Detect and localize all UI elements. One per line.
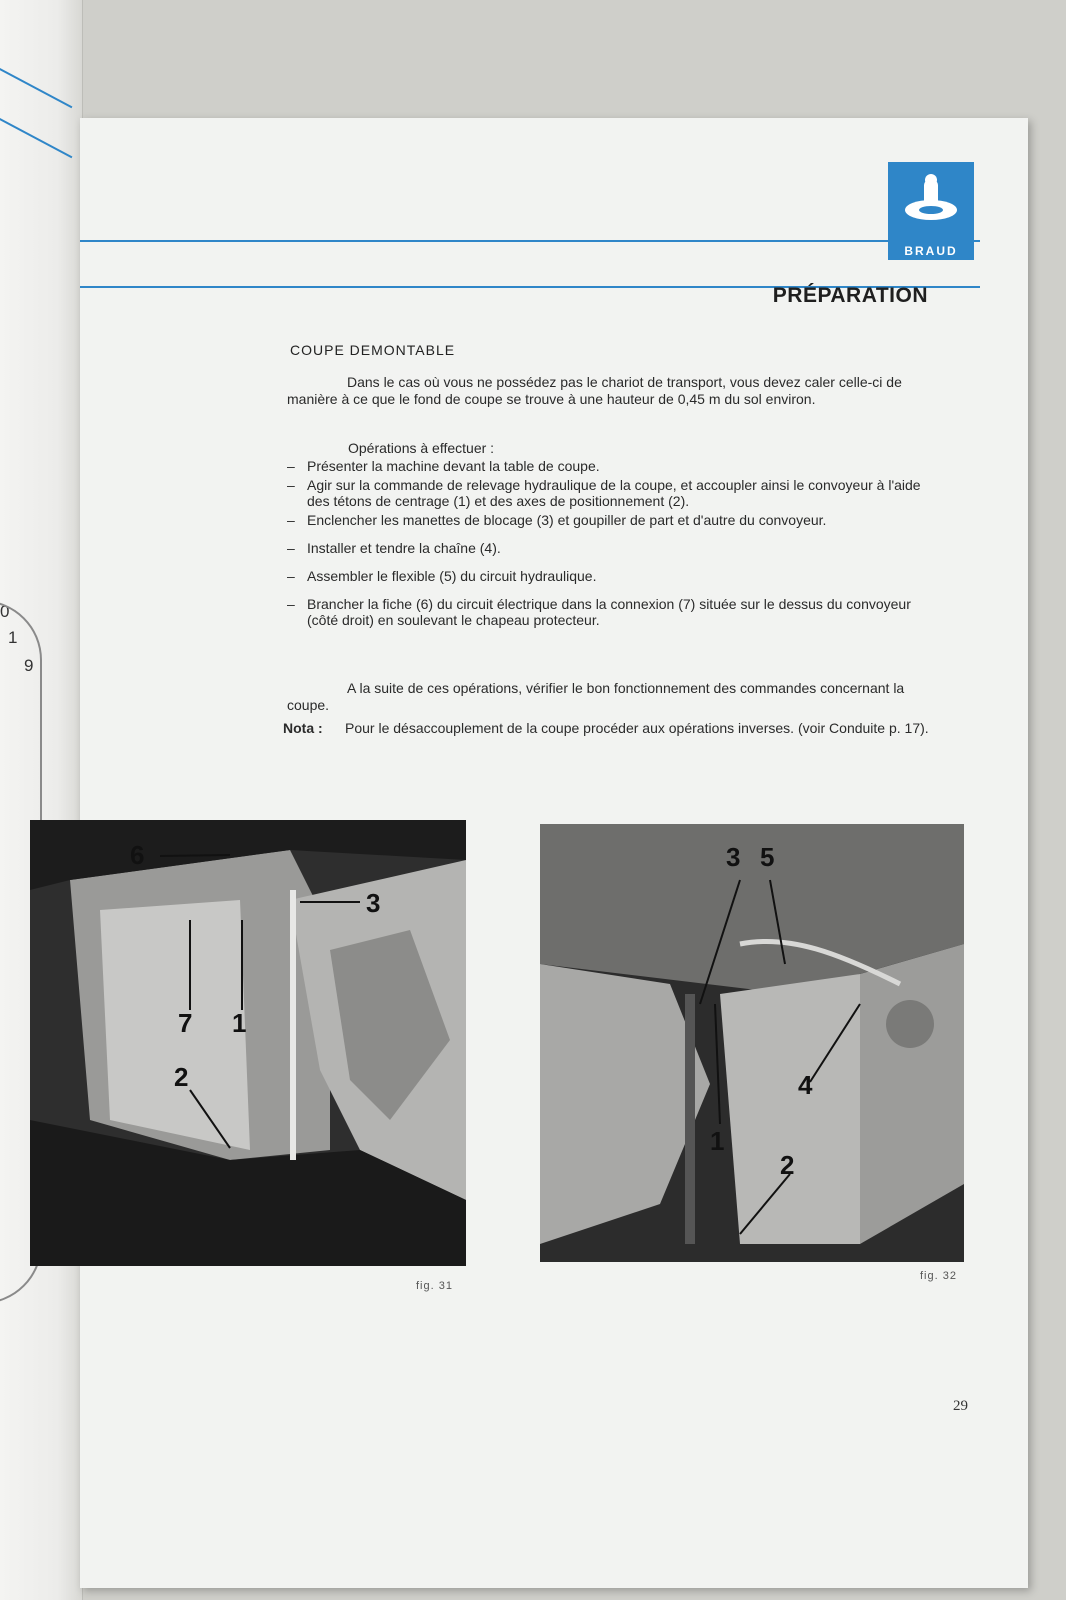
- intro-paragraph: Dans le cas où vous ne possédez pas le chariot de transport, vous devez caler celle-ci de manière à ce que le fond de coupe se trouve à une hauteur de 0,45 m du sol environ.: [287, 374, 902, 407]
- header-rule-top: [80, 240, 980, 242]
- callout-label: 1: [232, 1008, 247, 1038]
- figure-31-caption: fig. 31: [416, 1280, 453, 1292]
- brand-name: BRAUD: [904, 244, 958, 258]
- callout-label: 5: [760, 842, 775, 872]
- list-item: – Présenter la machine devant la table de coupe.: [287, 458, 600, 474]
- figure-32-caption: fig. 32: [920, 1270, 957, 1282]
- figure-32-photo: [540, 824, 964, 1262]
- operations-list: [287, 458, 942, 631]
- previous-page-rule: [0, 118, 72, 158]
- nota: [283, 720, 943, 737]
- callout-label: 2: [780, 1150, 795, 1180]
- figure-31-photo: [30, 820, 466, 1266]
- list-item: – Agir sur la commande de relevage hydraulique de la coupe, et accoupler ainsi le convoyeur à l'aide des tétons de centrage (1) et des axes de positionnement (2).: [287, 477, 921, 509]
- brand-emblem-icon: [902, 172, 960, 230]
- page-number: 29: [953, 1398, 968, 1414]
- operations-intro: Opérations à effectuer :: [348, 440, 495, 456]
- callout-label: 7: [178, 1008, 193, 1038]
- previous-page-number: 0: [0, 602, 10, 621]
- list-item: – Enclencher les manettes de blocage (3) et goupiller de part et d'autre du convoyeur.: [287, 512, 827, 528]
- callout-label: 2: [174, 1062, 189, 1092]
- callout-label: 4: [798, 1070, 813, 1100]
- nota-text: Pour le désaccouplement de la coupe procéder aux opérations inverses. (voir Conduite p. 17).: [345, 720, 929, 736]
- list-item: – Installer et tendre la chaîne (4).: [287, 540, 501, 556]
- previous-page-edge: [0, 0, 83, 1600]
- previous-page-rule: [0, 68, 72, 108]
- previous-page-number: 9: [24, 656, 34, 675]
- callout-label: 3: [726, 842, 741, 872]
- callout-label: 3: [366, 888, 381, 918]
- previous-page-number: 1: [8, 628, 18, 647]
- subheading: COUPE DEMONTABLE: [290, 342, 456, 358]
- callout-label: 6: [130, 840, 145, 870]
- callout-label: 1: [710, 1126, 725, 1156]
- brand-logo: [888, 162, 974, 260]
- nota-label: Nota :: [283, 720, 323, 736]
- list-item: – Assembler le flexible (5) du circuit hydraulique.: [287, 568, 597, 584]
- section-title: PRÉPARATION: [772, 284, 928, 307]
- manual-page: [80, 118, 1028, 1588]
- conclusion-paragraph: A la suite de ces opérations, vérifier le bon fonctionnement des commandes concernant la coupe.: [287, 680, 905, 713]
- list-item: – Brancher la fiche (6) du circuit électrique dans la connexion (7) située sur le dessus du convoyeur (côté droit) en soulevant le chapeau protecteur.: [287, 596, 911, 628]
